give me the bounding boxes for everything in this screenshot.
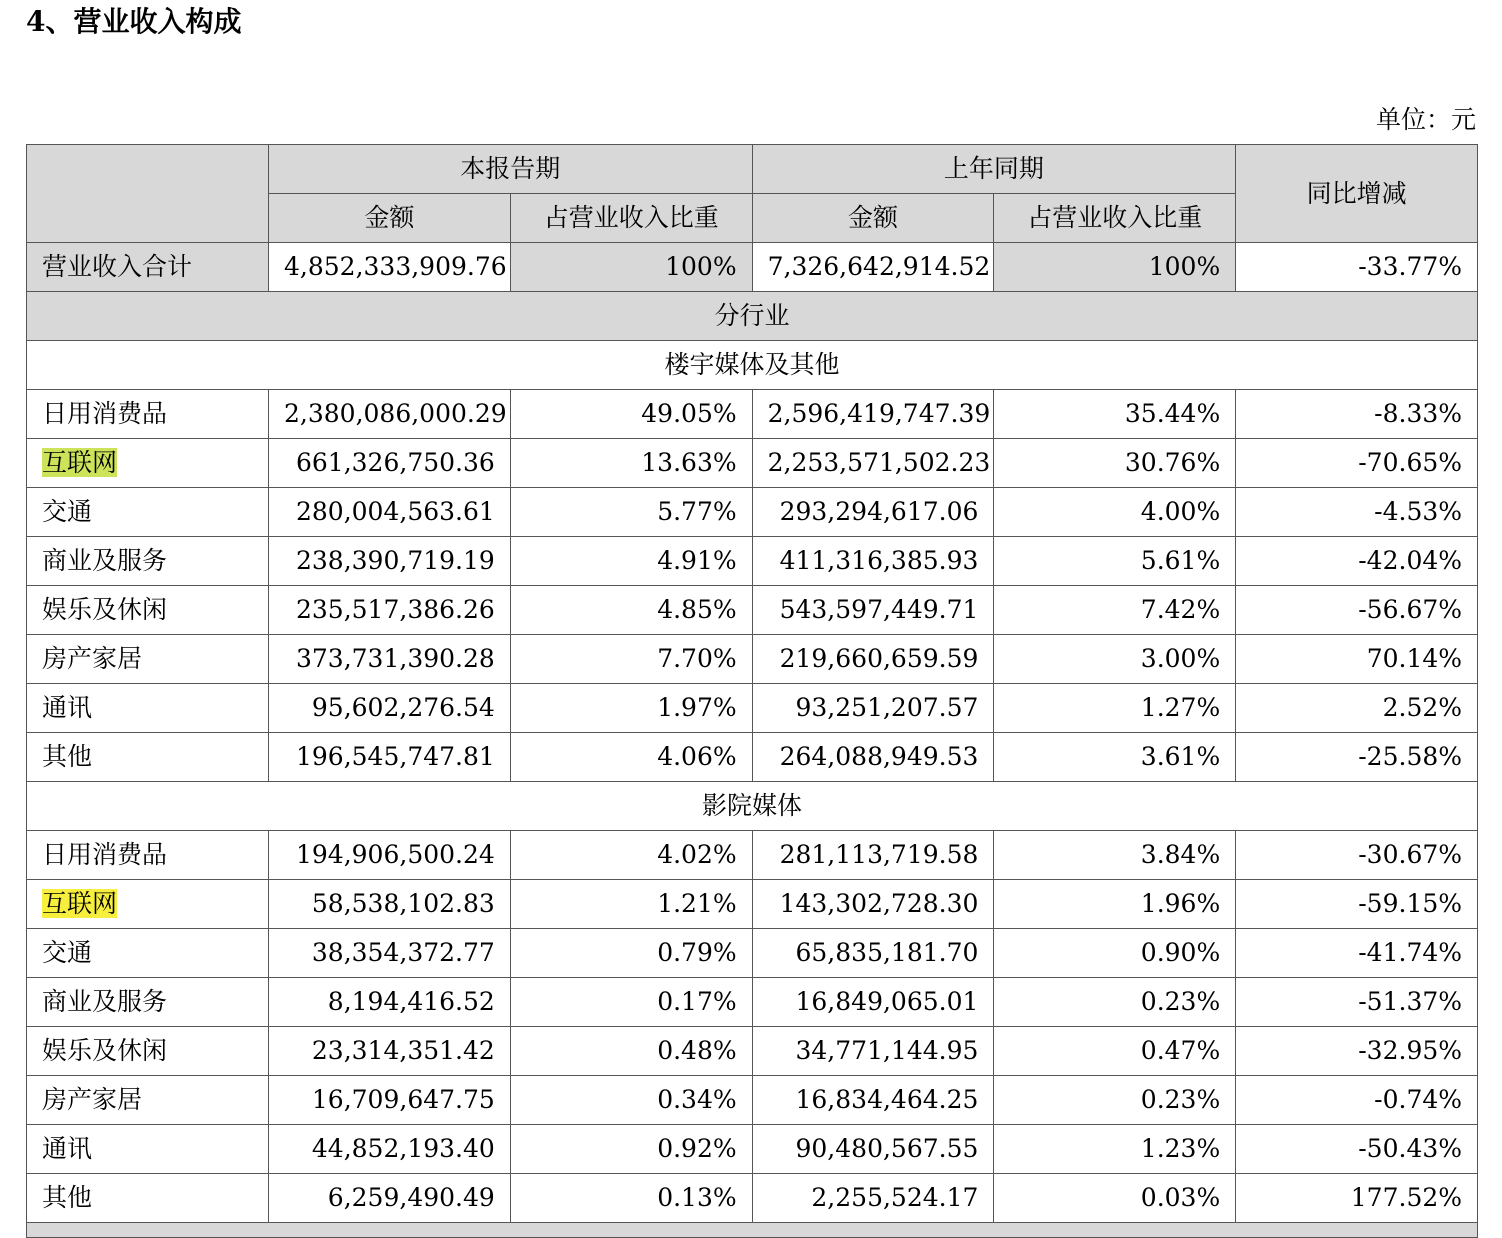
yoy-cell: -32.95%	[1236, 1027, 1478, 1076]
table-row	[27, 1027, 1478, 1076]
table-row	[27, 1076, 1478, 1125]
current-amount-cell: 6,259,490.49	[269, 1174, 511, 1223]
current-ratio-cell: 4.02%	[510, 831, 752, 880]
yoy-cell: -8.33%	[1236, 390, 1478, 439]
row-label-cell	[27, 439, 269, 488]
header-row-1	[27, 145, 1478, 194]
current-amount-cell: 38,354,372.77	[269, 929, 511, 978]
current-amount-cell: 2,380,086,000.29	[269, 390, 511, 439]
prior-amount-cell: 411,316,385.93	[752, 537, 994, 586]
by-industry-row	[27, 292, 1478, 341]
prior-amount-cell: 2,255,524.17	[752, 1174, 994, 1223]
prior-ratio-cell: 0.90%	[994, 929, 1236, 978]
row-label-cell	[27, 831, 269, 880]
yoy-cell: 70.14%	[1236, 635, 1478, 684]
current-amount-cell: 95,602,276.54	[269, 684, 511, 733]
row-label-cell	[27, 1076, 269, 1125]
revenue-composition-table	[26, 144, 1478, 1238]
total-label: 营业收入合计	[27, 243, 269, 292]
current-amount-cell: 196,545,747.81	[269, 733, 511, 782]
prior-amount-cell: 34,771,144.95	[752, 1027, 994, 1076]
current-ratio-cell: 0.13%	[510, 1174, 752, 1223]
table-row	[27, 684, 1478, 733]
cutoff-row	[27, 1223, 1478, 1238]
row-label-cell	[27, 586, 269, 635]
prior-ratio-cell: 3.84%	[994, 831, 1236, 880]
total-current-ratio: 100%	[510, 243, 752, 292]
prior-ratio-cell: 35.44%	[994, 390, 1236, 439]
total-yoy: -33.77%	[1236, 243, 1478, 292]
current-amount-cell: 661,326,750.36	[269, 439, 511, 488]
table-row	[27, 978, 1478, 1027]
yoy-cell: -59.15%	[1236, 880, 1478, 929]
yoy-cell: -70.65%	[1236, 439, 1478, 488]
row-label-cell	[27, 684, 269, 733]
row-label-cell	[27, 733, 269, 782]
prior-ratio-cell: 5.61%	[994, 537, 1236, 586]
current-ratio-cell: 4.85%	[510, 586, 752, 635]
table-row	[27, 586, 1478, 635]
current-amount-cell: 235,517,386.26	[269, 586, 511, 635]
cutoff-cell	[27, 1223, 1478, 1238]
current-ratio-cell: 0.79%	[510, 929, 752, 978]
row-label-cell	[27, 537, 269, 586]
prior-amount-cell: 293,294,617.06	[752, 488, 994, 537]
section-title-cell: 影院媒体	[27, 782, 1478, 831]
prior-amount-cell: 90,480,567.55	[752, 1125, 994, 1174]
row-label: 日用消费品	[42, 840, 168, 869]
row-label-cell	[27, 488, 269, 537]
current-ratio-cell: 13.63%	[510, 439, 752, 488]
row-label: 房产家居	[42, 1085, 143, 1114]
yoy-cell: -0.74%	[1236, 1076, 1478, 1125]
table-row	[27, 439, 1478, 488]
current-amount-cell: 373,731,390.28	[269, 635, 511, 684]
row-label-cell	[27, 929, 269, 978]
row-label-cell	[27, 1125, 269, 1174]
row-label: 交通	[42, 497, 93, 526]
prior-ratio-cell: 4.00%	[994, 488, 1236, 537]
current-amount-cell: 16,709,647.75	[269, 1076, 511, 1125]
prior-amount-cell: 2,596,419,747.39	[752, 390, 994, 439]
prior-amount-cell: 264,088,949.53	[752, 733, 994, 782]
row-label: 商业及服务	[42, 987, 168, 1016]
current-ratio-cell: 0.34%	[510, 1076, 752, 1125]
prior-amount-cell: 281,113,719.58	[752, 831, 994, 880]
row-label: 交通	[42, 938, 93, 967]
prior-ratio-cell: 0.03%	[994, 1174, 1236, 1223]
row-label: 娱乐及休闲	[42, 1036, 168, 1065]
prior-ratio-cell: 1.23%	[994, 1125, 1236, 1174]
current-amount-cell: 194,906,500.24	[269, 831, 511, 880]
row-label-cell	[27, 635, 269, 684]
total-prior-amount: 7,326,642,914.52	[752, 243, 994, 292]
current-ratio-cell: 0.92%	[510, 1125, 752, 1174]
yoy-cell: -50.43%	[1236, 1125, 1478, 1174]
row-label-highlighted: 互联网	[42, 889, 118, 918]
yoy-cell: -56.67%	[1236, 586, 1478, 635]
row-label: 通讯	[42, 693, 93, 722]
row-label: 日用消费品	[42, 399, 168, 428]
prior-amount-cell: 143,302,728.30	[752, 880, 994, 929]
total-current-amount: 4,852,333,909.76	[269, 243, 511, 292]
header-current-amount: 金额	[269, 194, 511, 243]
current-amount-cell: 8,194,416.52	[269, 978, 511, 1027]
current-amount-cell: 23,314,351.42	[269, 1027, 511, 1076]
row-label: 其他	[42, 1183, 93, 1212]
table-row	[27, 390, 1478, 439]
prior-amount-cell: 2,253,571,502.23	[752, 439, 994, 488]
table-row	[27, 1174, 1478, 1223]
prior-ratio-cell: 1.96%	[994, 880, 1236, 929]
header-prior-amount: 金额	[752, 194, 994, 243]
prior-amount-cell: 16,834,464.25	[752, 1076, 994, 1125]
yoy-cell: 2.52%	[1236, 684, 1478, 733]
prior-amount-cell: 16,849,065.01	[752, 978, 994, 1027]
yoy-cell: -4.53%	[1236, 488, 1478, 537]
table-row	[27, 537, 1478, 586]
prior-ratio-cell: 0.23%	[994, 978, 1236, 1027]
table-row	[27, 635, 1478, 684]
row-label-cell	[27, 880, 269, 929]
current-ratio-cell: 4.06%	[510, 733, 752, 782]
table-row	[27, 929, 1478, 978]
current-ratio-cell: 49.05%	[510, 390, 752, 439]
current-amount-cell: 58,538,102.83	[269, 880, 511, 929]
row-label-cell	[27, 1174, 269, 1223]
prior-amount-cell: 93,251,207.57	[752, 684, 994, 733]
row-label: 商业及服务	[42, 546, 168, 575]
prior-ratio-cell: 30.76%	[994, 439, 1236, 488]
current-ratio-cell: 0.17%	[510, 978, 752, 1027]
prior-amount-cell: 65,835,181.70	[752, 929, 994, 978]
prior-ratio-cell: 0.23%	[994, 1076, 1236, 1125]
prior-amount-cell: 543,597,449.71	[752, 586, 994, 635]
row-label: 房产家居	[42, 644, 143, 673]
prior-ratio-cell: 1.27%	[994, 684, 1236, 733]
row-label-highlighted: 互联网	[42, 448, 118, 477]
yoy-cell: -30.67%	[1236, 831, 1478, 880]
header-current-period: 本报告期	[269, 145, 753, 194]
yoy-cell: -51.37%	[1236, 978, 1478, 1027]
section-title: 4、营业收入构成	[26, 5, 242, 38]
current-amount-cell: 44,852,193.40	[269, 1125, 511, 1174]
by-industry-label: 分行业	[27, 292, 1478, 341]
prior-amount-cell: 219,660,659.59	[752, 635, 994, 684]
yoy-cell: -42.04%	[1236, 537, 1478, 586]
header-yoy: 同比增减	[1236, 145, 1478, 243]
header-corner-cell	[27, 145, 269, 243]
yoy-cell: -25.58%	[1236, 733, 1478, 782]
table-row	[27, 831, 1478, 880]
table-row	[27, 733, 1478, 782]
current-amount-cell: 280,004,563.61	[269, 488, 511, 537]
header-prior-ratio: 占营业收入比重	[994, 194, 1236, 243]
total-row	[27, 243, 1478, 292]
prior-ratio-cell: 0.47%	[994, 1027, 1236, 1076]
row-label-cell	[27, 390, 269, 439]
yoy-cell: -41.74%	[1236, 929, 1478, 978]
section-header-row	[27, 341, 1478, 390]
total-prior-ratio: 100%	[994, 243, 1236, 292]
current-ratio-cell: 4.91%	[510, 537, 752, 586]
table-row	[27, 488, 1478, 537]
current-ratio-cell: 7.70%	[510, 635, 752, 684]
row-label: 通讯	[42, 1134, 93, 1163]
section-header-row	[27, 782, 1478, 831]
prior-ratio-cell: 7.42%	[994, 586, 1236, 635]
yoy-cell: 177.52%	[1236, 1174, 1478, 1223]
header-current-ratio: 占营业收入比重	[510, 194, 752, 243]
row-label: 其他	[42, 742, 93, 771]
header-prior-period: 上年同期	[752, 145, 1236, 194]
current-ratio-cell: 1.97%	[510, 684, 752, 733]
unit-label: 单位：元	[1375, 105, 1476, 134]
current-ratio-cell: 1.21%	[510, 880, 752, 929]
prior-ratio-cell: 3.00%	[994, 635, 1236, 684]
current-ratio-cell: 5.77%	[510, 488, 752, 537]
row-label-cell	[27, 1027, 269, 1076]
current-amount-cell: 238,390,719.19	[269, 537, 511, 586]
section-title-cell: 楼宇媒体及其他	[27, 341, 1478, 390]
table-row	[27, 1125, 1478, 1174]
table-row	[27, 880, 1478, 929]
row-label-cell	[27, 978, 269, 1027]
current-ratio-cell: 0.48%	[510, 1027, 752, 1076]
prior-ratio-cell: 3.61%	[994, 733, 1236, 782]
row-label: 娱乐及休闲	[42, 595, 168, 624]
